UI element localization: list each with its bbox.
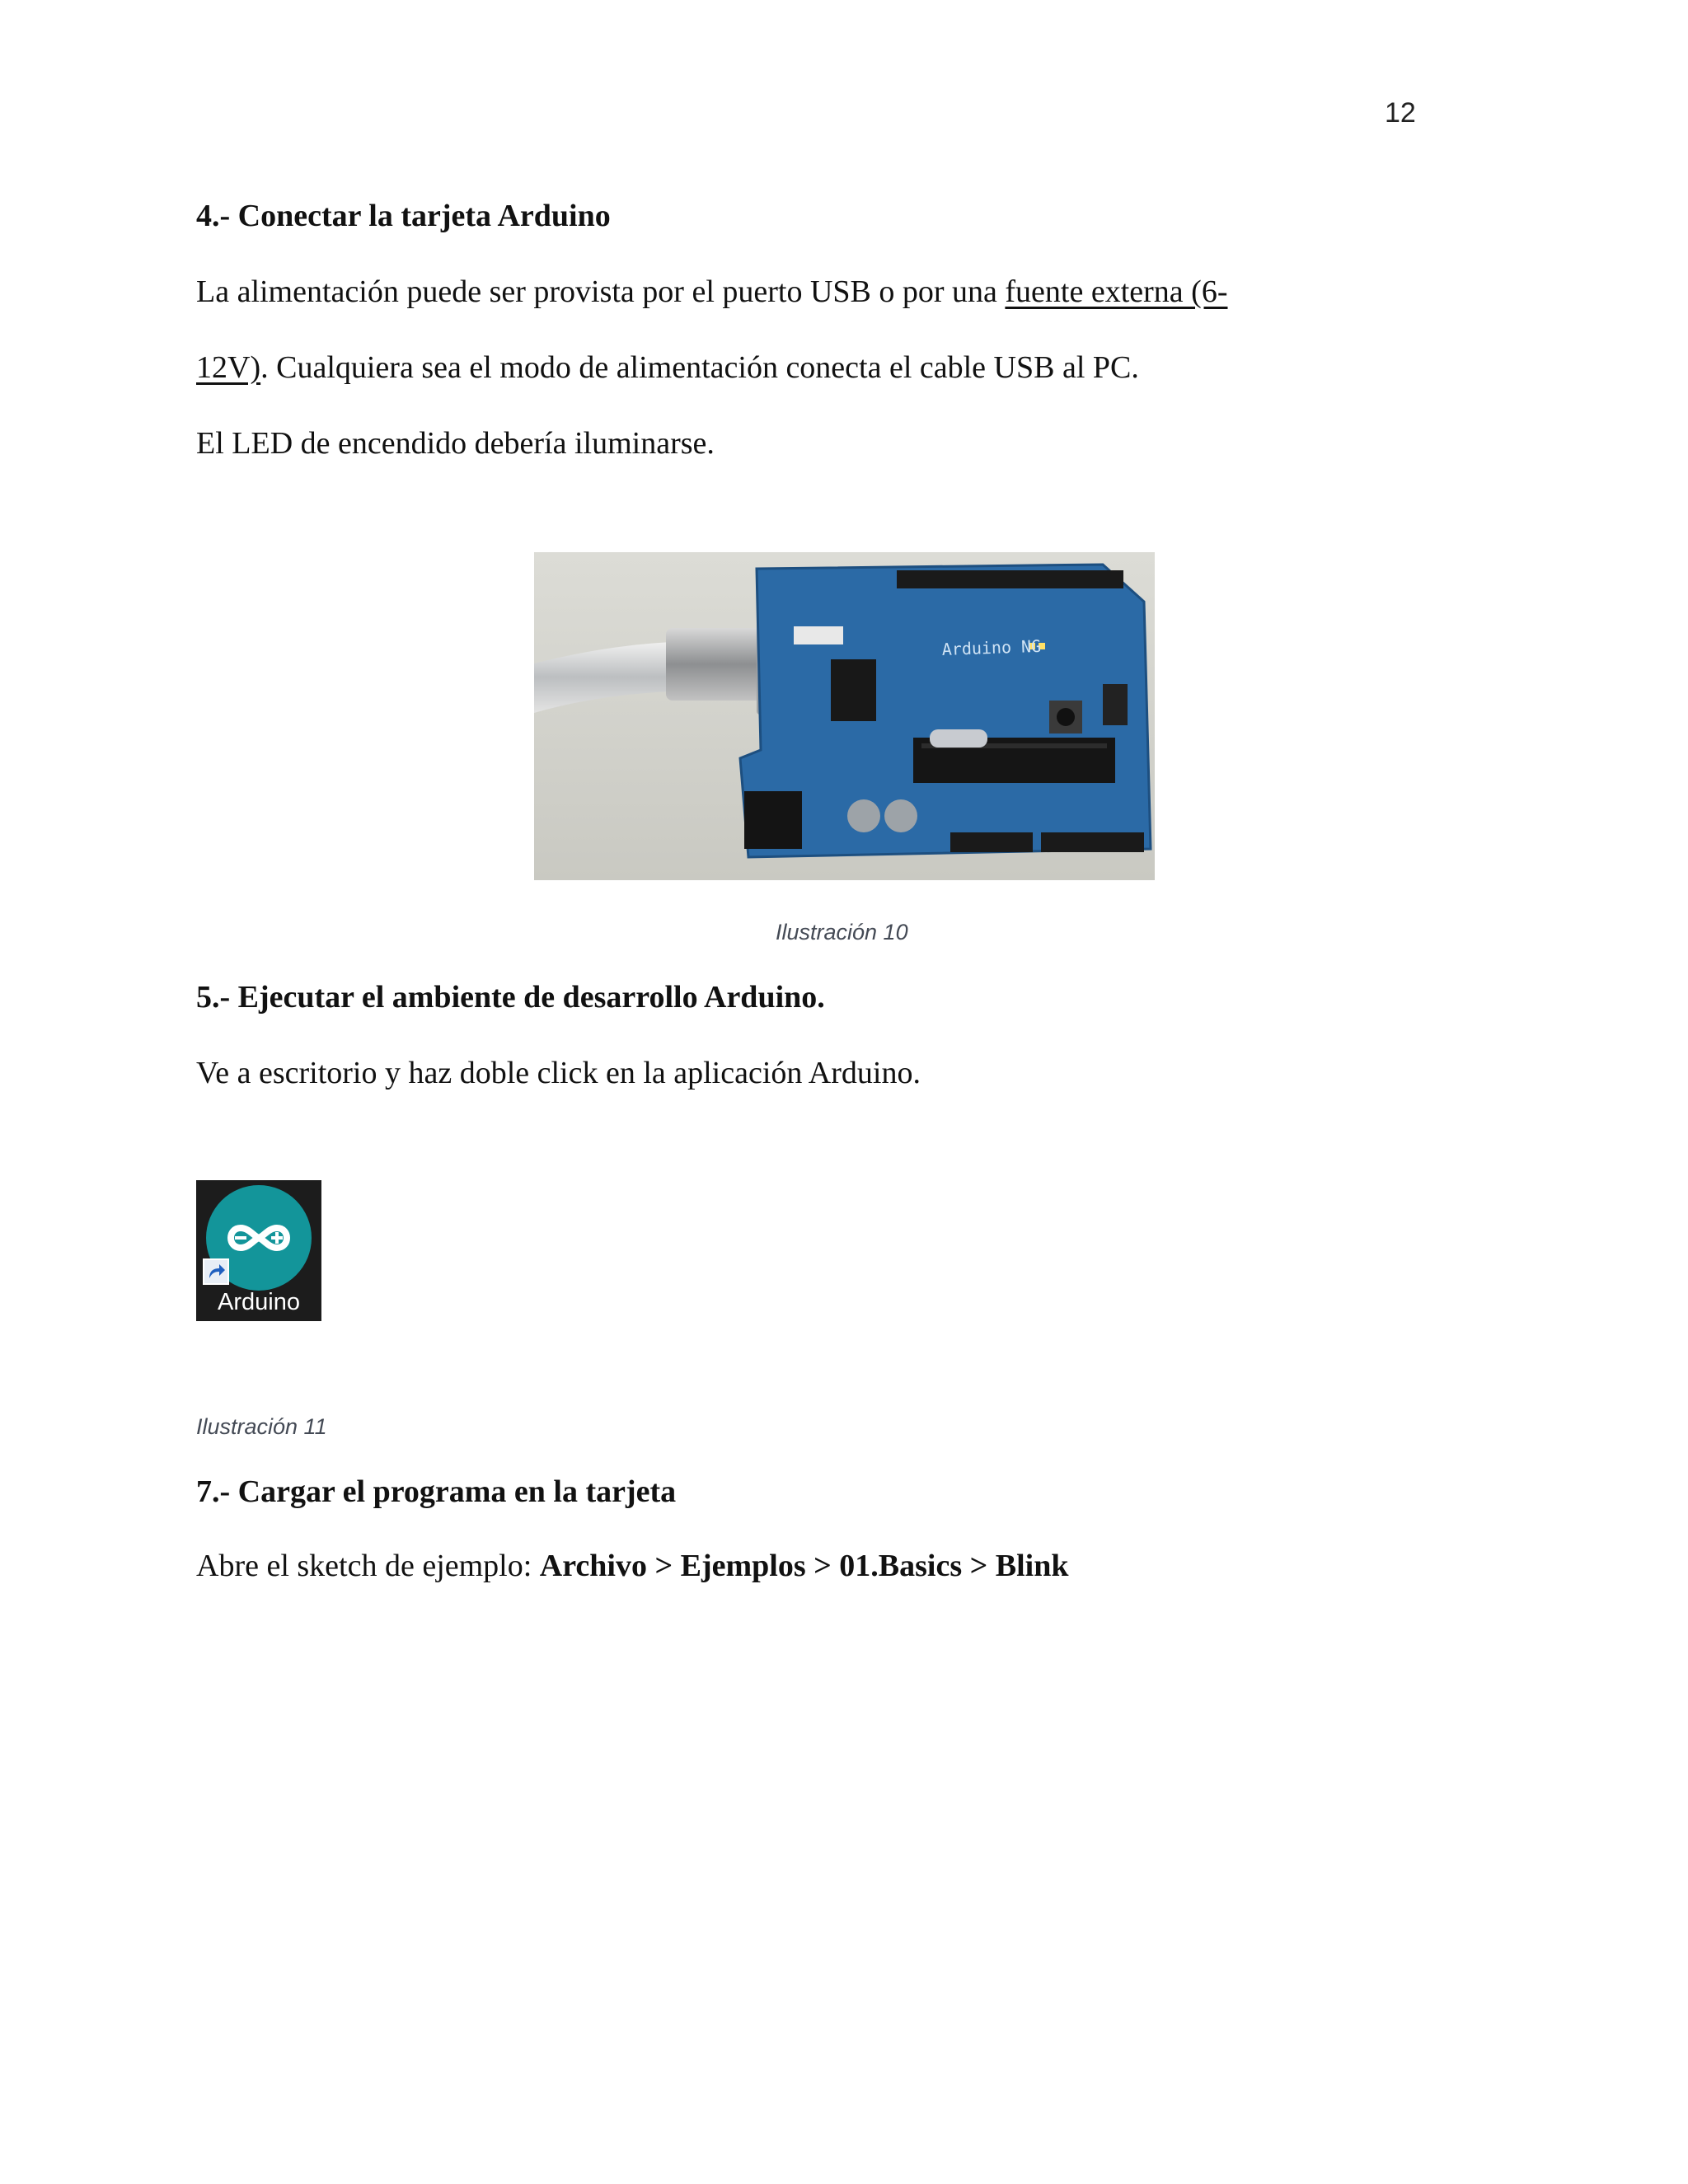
sketch-intro-text: Abre el sketch de ejemplo: [196, 1549, 540, 1583]
section-4-line-1 [196, 274, 1227, 310]
external-source-link-part-1: fuente externa (6- [1005, 274, 1228, 309]
figure-10-caption: Ilustración 10 [776, 920, 908, 944]
power-text: La alimentación puede ser provista por el puerto USB o por una [196, 274, 1006, 309]
figure-11-caption: Ilustración 11 [196, 1414, 327, 1439]
section-4-heading: 4.- Conectar la tarjeta Arduino [196, 199, 611, 233]
menu-path-text: Archivo > Ejemplos > 01.Basics > Blink [539, 1549, 1069, 1583]
shortcut-arrow-icon [203, 1258, 229, 1285]
section-5-text: Ve a escritorio y haz doble click en la aplicación Arduino. [196, 1056, 921, 1090]
external-source-link-part-2: 12V) [196, 350, 261, 385]
arduino-board-photo [534, 552, 1155, 880]
section-4-line-3: El LED de encendido debería iluminarse. [196, 426, 715, 461]
section-5-heading: 5.- Ejecutar el ambiente de desarrollo Arduino. [196, 980, 825, 1015]
section-7-text [196, 1548, 1069, 1584]
arduino-app-icon[interactable] [196, 1180, 321, 1321]
board-label: Arduino NG [941, 635, 1042, 659]
section-4-line-2 [196, 349, 1139, 386]
arduino-icon-label: Arduino [218, 1289, 300, 1315]
arduino-board-illustration [534, 552, 1155, 880]
page-number: 12 [1385, 97, 1416, 129]
usb-connect-text: . Cualquiera sea el modo de alimentación conecta el cable USB al PC. [260, 350, 1139, 385]
section-7-heading: 7.- Cargar el programa en la tarjeta [196, 1474, 677, 1509]
